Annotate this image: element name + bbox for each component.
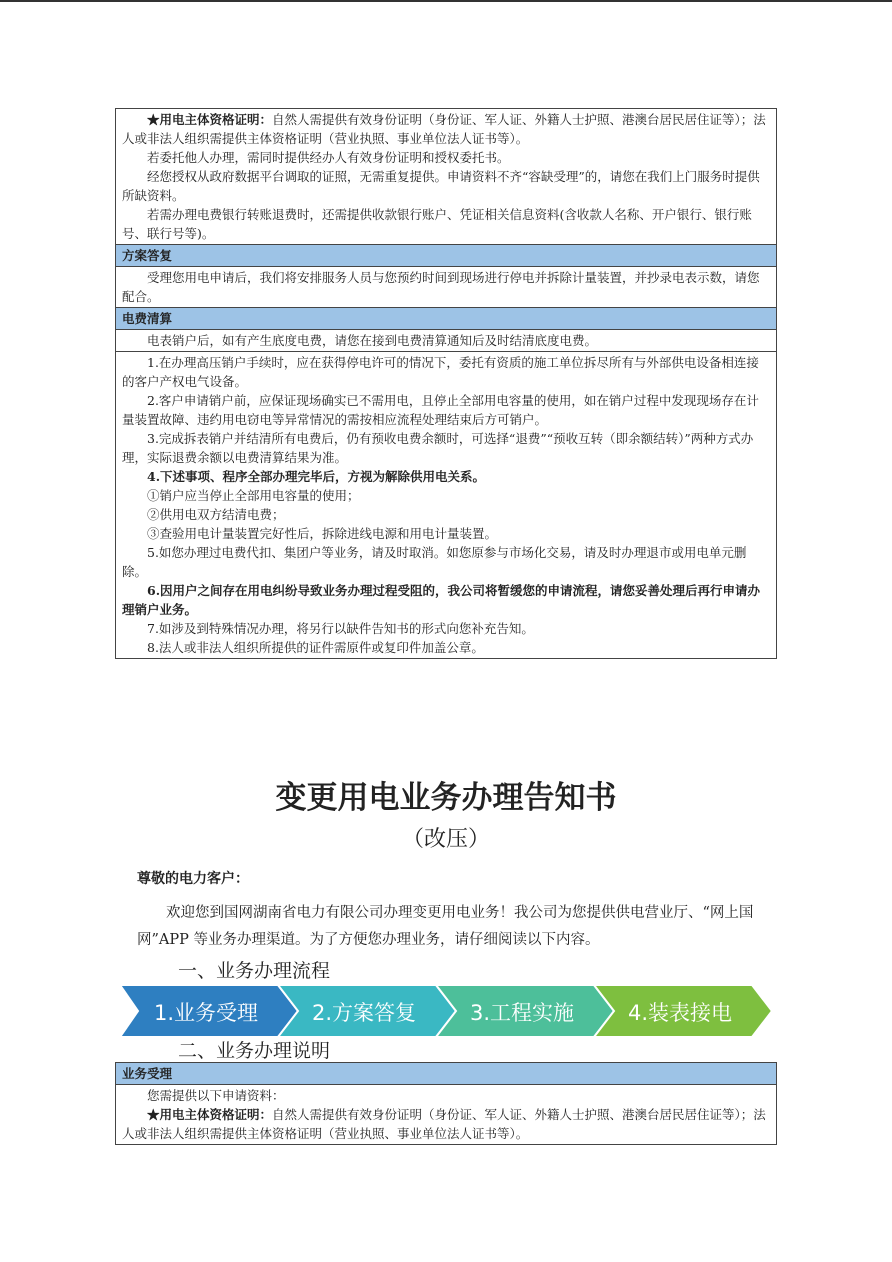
note-1: 1.在办理高压销户手续时，应在获得停电许可的情况下，委托有资质的施工单位拆尽所有与外部供电设备相连接的客户产权电气设备。	[122, 355, 759, 389]
business-acceptance-table	[115, 1062, 777, 1145]
requirements-table	[115, 108, 777, 659]
note-4: 4.下述事项、程序全部办理完毕后，方视为解除供用电关系。	[147, 469, 486, 484]
note-8: 8.法人或非法人组织所提供的证件需原件或复印件加盖公章。	[147, 640, 484, 655]
fee-settlement-cell	[116, 330, 776, 352]
note-4c: ③查验用电计量装置完好性后，拆除进线电源和用电计量装置。	[147, 526, 498, 541]
fee-settlement-header: 电费清算	[116, 308, 776, 330]
section-process-heading: 一、业务办理流程	[178, 960, 331, 982]
business-acceptance-header: 业务受理	[116, 1063, 776, 1085]
flow-step-1-label: 1.业务受理	[154, 1001, 259, 1025]
flow-step-4-label: 4.装表接电	[628, 1001, 733, 1025]
qualification-paragraph-2	[122, 1105, 770, 1143]
proxy-paragraph: 若委托他人办理，需同时提供经办人有效身份证明和授权委托书。	[147, 150, 510, 165]
refund-paragraph: 若需办理电费银行转账退费时，还需提供收款银行账户、凭证相关信息资料(含收款人名称、开户银行、银行账号、联行号等)。	[122, 207, 752, 241]
materials-cell	[116, 109, 776, 245]
plan-reply-header: 方案答复	[116, 245, 776, 267]
note-5: 5.如您办理过电费代扣、集团户等业务，请及时取消。如您原参与市场化交易，请及时办理退市或用电单元删除。	[122, 545, 747, 579]
flow-step-3-label: 3.工程实施	[470, 1001, 575, 1025]
section-description-heading: 二、业务办理说明	[178, 1040, 331, 1062]
notice-subtitle: （改压）	[401, 827, 490, 852]
note-4a: ①销户应当停止全部用电容量的使用；	[147, 488, 360, 503]
note-2: 2.客户申请销户前，应保证现场确实已不需用电，且停止全部用电容量的使用，如在销户过程中发现现场存在计量装置故障、违约用电窃电等异常情况的需按相应流程处理结束后方可销户。	[122, 393, 759, 427]
notes-cell	[116, 352, 776, 658]
note-3: 3.完成拆表销户并结清所有电费后，仍有预收电费余额时，可选择“退费”“预收互转（即余额结转）”两种方式办理，实际退费余额以电费清算结果为准。	[122, 431, 754, 465]
fee-settlement-text: 电表销户后，如有产生底度电费，请您在接到电费清算通知后及时结清底度电费。	[147, 333, 598, 348]
note-6: 6.因用户之间存在用电纠纷导致业务办理过程受阻的，我公司将暂缓您的申请流程，请您妥善处理后再行申请办理销户业务。	[122, 583, 761, 617]
note-4b: ②供用电双方结清电费；	[147, 507, 285, 522]
note-7: 7.如涉及到特殊情况办理，将另行以缺件告知书的形式向您补充告知。	[147, 621, 534, 636]
qualification-label: ★用电主体资格证明：	[147, 112, 273, 127]
notice-title: 变更用电业务办理告知书	[275, 780, 617, 816]
materials-intro: 您需提供以下申请资料：	[147, 1088, 285, 1103]
flow-step-2-label: 2.方案答复	[312, 1001, 417, 1025]
qualification-label-2: ★用电主体资格证明：	[147, 1107, 273, 1122]
authorization-paragraph: 经您授权从政府数据平台调取的证照，无需重复提供。申请资料不齐“容缺受理”的，请您在我们上门服务时提供所缺资料。	[122, 169, 760, 203]
plan-reply-text: 受理您用电申请后，我们将安排服务人员与您预约时间到现场进行停电并拆除计量装置，并抄录电表示数，请您配合。	[122, 270, 760, 304]
intro-paragraph: 欢迎您到国网湖南省电力有限公司办理变更用电业务！我公司为您提供供电营业厅、“网上国网”APP 等业务办理渠道。为了方便您办理业务，请仔细阅读以下内容。	[137, 905, 754, 948]
qualification-text: 自然人需提供有效身份证明（身份证、军人证、外籍人士护照、港澳台居民居住证等）；法人或非法人组织需提供主体资格证明（营业执照、事业单位法人证书等）。	[122, 112, 766, 146]
qualification-paragraph	[122, 110, 770, 148]
page-top-border	[0, 0, 892, 2]
qualification-text-2: 自然人需提供有效身份证明（身份证、军人证、外籍人士护照、港澳台居民居住证等）；法人或非法人组织需提供主体资格证明（营业执照、事业单位法人证书等）。	[122, 1107, 766, 1141]
plan-reply-cell	[116, 267, 776, 308]
process-flow	[120, 985, 775, 1037]
business-acceptance-cell	[116, 1085, 776, 1144]
greeting: 尊敬的电力客户：	[137, 871, 249, 887]
